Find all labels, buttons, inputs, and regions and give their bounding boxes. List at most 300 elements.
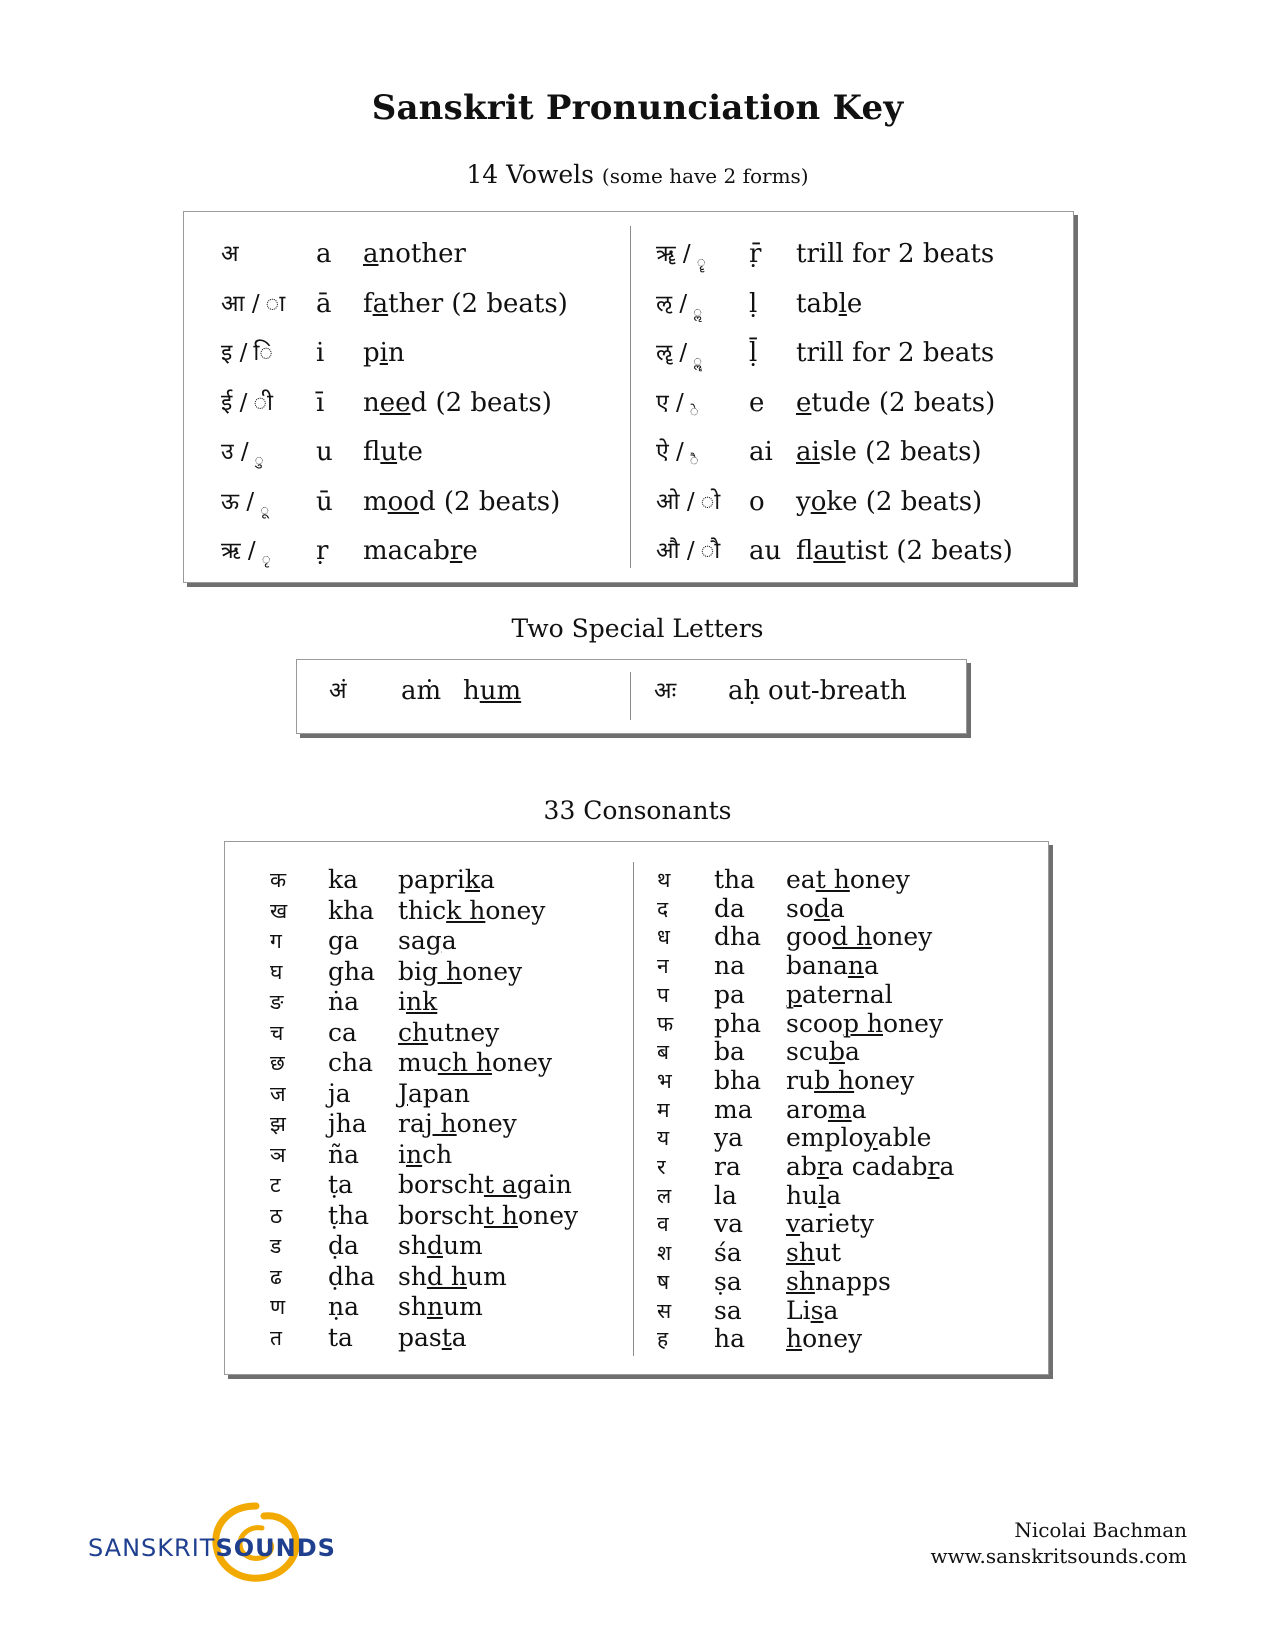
example-text: scu [786, 1037, 829, 1067]
example-underlined-sound: t h [815, 865, 850, 894]
example-underlined-sound: r [816, 1152, 829, 1181]
devanagari-letter [657, 894, 668, 924]
devanagari-text: ञ [270, 1142, 286, 1167]
example-text: hu [786, 1180, 819, 1210]
transliteration [749, 333, 757, 373]
devanagari-letter [657, 1066, 672, 1096]
devanagari-letter [657, 1123, 669, 1153]
example-text: oney [883, 1008, 944, 1038]
transliteration-text: ṭha [328, 1200, 370, 1230]
transliteration-text: ḹ [749, 338, 758, 368]
transliteration [714, 1324, 745, 1354]
example-word [786, 1296, 838, 1326]
example-underlined-sound: m [827, 1094, 852, 1124]
devanagari-letter [657, 980, 669, 1010]
transliteration [401, 671, 441, 711]
transliteration [714, 951, 745, 981]
transliteration-text: a [316, 239, 332, 269]
example-word [786, 1324, 862, 1354]
example-text: um [467, 1261, 507, 1291]
transliteration-text: ṣa [714, 1266, 742, 1296]
transliteration [714, 1209, 743, 1239]
example-text: ch [422, 1139, 453, 1169]
devanagari-letter [657, 1152, 666, 1182]
devanagari-letter [270, 1048, 285, 1078]
transliteration [714, 1152, 741, 1182]
example-text: so [786, 893, 814, 923]
example-word [363, 531, 478, 571]
transliteration [714, 865, 755, 895]
devanagari-text: झ [270, 1112, 286, 1136]
vowel-sign: ै [689, 451, 699, 469]
example-word [786, 1181, 841, 1211]
example-underlined-sound: j h [424, 1109, 457, 1138]
transliteration-text: ḍa [328, 1231, 359, 1260]
example-word [398, 1231, 483, 1261]
devanagari-text: त [270, 1325, 282, 1350]
example-word [768, 671, 907, 711]
example-text: a [939, 1152, 955, 1181]
devanagari-text: ग [270, 929, 282, 953]
example-underlined-sound: J [398, 1078, 409, 1108]
transliteration [328, 1231, 359, 1261]
transliteration-text: gha [328, 956, 376, 986]
devanagari-letter [270, 987, 283, 1017]
transliteration-text: sa [714, 1295, 742, 1325]
example-text: gain [516, 1170, 572, 1199]
example-underlined-sound: n [406, 1139, 423, 1169]
devanagari-text: ऋ / [221, 538, 256, 564]
website-link[interactable]: www.sanskritsounds.com [930, 1544, 1187, 1568]
transliteration [714, 1181, 737, 1211]
devanagari-text: इ / ि [221, 340, 273, 366]
transliteration [328, 957, 375, 987]
example-text: ab [786, 1152, 817, 1181]
example-text: ea [786, 865, 816, 894]
transliteration-text: ṛ [316, 536, 329, 566]
transliteration-text: u [316, 437, 333, 467]
devanagari-text: छ [270, 1051, 285, 1075]
transliteration [714, 1066, 761, 1096]
example-text: tude (2 beats) [811, 387, 996, 418]
devanagari-text: ङ [270, 990, 284, 1014]
example-word [796, 234, 994, 274]
example-text: te [397, 437, 423, 467]
transliteration [714, 1238, 742, 1268]
example-text: oney [456, 1109, 517, 1138]
vowels-heading [0, 160, 1275, 189]
transliteration-text: na [714, 951, 746, 981]
devanagari-text: ल [657, 1183, 672, 1208]
devanagari-text: स [657, 1298, 672, 1323]
example-text: apan [408, 1078, 470, 1108]
transliteration-text: ṝ [749, 239, 762, 269]
transliteration-text: ka [328, 865, 359, 894]
transliteration-text: aḥ [728, 676, 761, 706]
transliteration-text: ha [714, 1324, 746, 1354]
devanagari-text: अं [329, 678, 347, 704]
devanagari-letter [221, 284, 285, 324]
example-text: tab [796, 288, 839, 319]
example-word [786, 980, 893, 1010]
example-text: trill for 2 beats [796, 338, 995, 368]
special-heading: Two Special Letters [511, 614, 764, 643]
example-text: ra [398, 1109, 425, 1138]
devanagari-text: च [270, 1020, 284, 1045]
transliteration [316, 234, 332, 274]
devanagari-text: श [657, 1241, 672, 1266]
transliteration [714, 1095, 753, 1125]
transliteration-text: ḍha [328, 1261, 376, 1291]
devanagari-text: न [657, 954, 669, 979]
transliteration-text: ya [714, 1123, 744, 1153]
example-text: n [363, 387, 380, 418]
example-text: a [864, 951, 879, 981]
vowel-sign: े [689, 401, 699, 420]
example-underlined-sound: p [786, 979, 803, 1009]
transliteration-text: ṅa [328, 987, 360, 1016]
devanagari-letter [270, 1140, 286, 1170]
devanagari-letter [221, 234, 239, 274]
devanagari-letter [657, 1267, 669, 1297]
transliteration [728, 671, 760, 711]
devanagari-text: प [657, 982, 669, 1007]
example-underlined-sound: a [363, 239, 379, 269]
devanagari-text: ढ [270, 1264, 282, 1289]
devanagari-letter [329, 671, 347, 711]
example-word [796, 531, 1013, 571]
devanagari-letter [657, 1296, 671, 1326]
example-text: y [796, 486, 811, 517]
example-word [786, 1009, 943, 1039]
example-underlined-sound: b h [814, 1065, 855, 1095]
transliteration-text: ba [714, 1037, 745, 1067]
devanagari-text: ष [657, 1269, 670, 1294]
example-word [398, 926, 457, 956]
example-underlined-sound: r [449, 536, 463, 566]
transliteration-text: ū [316, 486, 333, 517]
example-word [363, 333, 405, 373]
example-text: fl [363, 437, 381, 467]
example-word [786, 1095, 867, 1125]
example-underlined-sound: au [813, 536, 846, 566]
example-text: borsch [398, 1170, 484, 1199]
example-text: d (2 beats) [418, 486, 561, 517]
devanagari-letter [656, 482, 720, 522]
devanagari-text: ध [657, 925, 670, 950]
example-underlined-sound: k [464, 865, 481, 894]
devanagari-letter [656, 432, 699, 474]
transliteration [328, 1262, 375, 1292]
devanagari-text: ई / ी [221, 389, 273, 416]
example-word [786, 922, 932, 952]
example-text: a [441, 926, 457, 955]
example-word [398, 1323, 467, 1353]
transliteration-text: i [316, 338, 325, 368]
example-word [363, 383, 552, 423]
example-word [363, 482, 560, 522]
example-text: e [462, 536, 478, 566]
devanagari-letter [270, 926, 282, 956]
devanagari-letter [221, 333, 273, 373]
example-underlined-sound: u [380, 437, 398, 467]
example-text: trill for 2 beats [796, 239, 995, 269]
example-word [398, 1140, 452, 1170]
devanagari-letter [270, 1079, 286, 1109]
author-name: Nicolai Bachman [1014, 1518, 1187, 1542]
transliteration-text: pha [714, 1008, 762, 1038]
example-text: n [387, 338, 405, 368]
consonants-box [224, 841, 1049, 1375]
vowels-heading-text: 14 Vowels [466, 160, 594, 189]
example-word [398, 1201, 578, 1231]
example-word [786, 1037, 860, 1067]
example-text: Li [786, 1295, 811, 1325]
devanagari-text: ठ [270, 1203, 283, 1228]
vowels-heading-note: (some have 2 forms) [601, 164, 809, 188]
example-text: ut [814, 1238, 842, 1268]
transliteration [749, 432, 773, 472]
example-underlined-sound: l [838, 288, 847, 319]
sanskrit-sounds-logo [88, 1500, 348, 1590]
transliteration [316, 482, 333, 522]
example-text: f [363, 288, 373, 319]
devanagari-letter [221, 383, 273, 423]
special-box [296, 659, 967, 734]
example-word [796, 284, 862, 324]
transliteration-text: cha [328, 1048, 374, 1077]
transliteration [328, 1140, 359, 1170]
example-text: sh [398, 1231, 427, 1260]
example-text: goo [786, 922, 833, 952]
transliteration-text: o [749, 486, 765, 517]
devanagari-letter [657, 865, 670, 895]
example-word [398, 1109, 517, 1139]
example-word [786, 1152, 954, 1182]
devanagari-text: ख [270, 898, 288, 923]
transliteration [714, 1296, 742, 1326]
devanagari-text: अ [221, 241, 239, 267]
transliteration-text: ai [749, 437, 773, 467]
example-text: aternal [802, 979, 893, 1009]
transliteration [316, 383, 324, 423]
example-text: h [463, 676, 480, 706]
example-underlined-sound: k h [446, 895, 486, 925]
example-underlined-sound: b [828, 1037, 845, 1067]
example-word [363, 284, 568, 324]
transliteration-text: ja [328, 1078, 351, 1108]
example-text: oney [462, 956, 523, 986]
example-text: i [398, 987, 406, 1016]
devanagari-text: फ [657, 1011, 674, 1036]
example-text: oney [491, 1048, 553, 1077]
logo-text [88, 1534, 336, 1562]
devanagari-letter [270, 1018, 283, 1048]
devanagari-text: थ [657, 868, 671, 892]
transliteration-text: aṁ [401, 676, 442, 706]
transliteration [714, 894, 745, 924]
example-word [786, 1209, 874, 1239]
example-text: ther (2 beats) [388, 288, 568, 319]
devanagari-text: य [657, 1126, 670, 1151]
devanagari-text: ॠ / [656, 241, 691, 267]
devanagari-text: ड [270, 1234, 282, 1258]
devanagari-letter [657, 1037, 669, 1067]
example-text: e [846, 288, 863, 319]
example-text: mu [398, 1048, 438, 1077]
devanagari-letter [221, 531, 271, 573]
example-text: a [451, 1322, 467, 1352]
example-word [398, 1048, 552, 1078]
example-word [786, 865, 910, 895]
vowel-sign: ू [260, 500, 270, 519]
transliteration-text: la [714, 1180, 737, 1210]
devanagari-text: म [657, 1097, 670, 1122]
example-text: ru [786, 1065, 815, 1095]
example-word [786, 951, 879, 981]
transliteration-text: ḷ [749, 288, 758, 319]
transliteration [328, 1170, 353, 1200]
transliteration-text: ta [328, 1322, 353, 1352]
example-word [363, 432, 423, 472]
example-underlined-sound: h [786, 1324, 803, 1354]
example-underlined-sound: um [479, 676, 522, 706]
example-underlined-sound: ee [379, 387, 411, 418]
transliteration-text: ra [714, 1152, 741, 1181]
transliteration [316, 284, 332, 324]
example-word [398, 1292, 483, 1322]
example-text: papri [398, 865, 465, 894]
example-word [796, 383, 995, 423]
example-text: um [442, 1231, 483, 1260]
transliteration-text: pa [714, 979, 745, 1009]
transliteration [749, 383, 764, 423]
example-text: oney [849, 865, 910, 894]
devanagari-text: ह [657, 1327, 669, 1352]
transliteration-text: ña [328, 1139, 360, 1169]
example-underlined-sound: i [379, 338, 388, 368]
example-text: sle (2 beats) [819, 437, 982, 467]
example-underlined-sound: nk [406, 987, 438, 1016]
example-text: um [443, 1292, 483, 1321]
transliteration [749, 234, 761, 274]
example-text: m [363, 486, 388, 517]
devanagari-letter [656, 383, 699, 425]
example-word [463, 671, 521, 711]
transliteration [328, 1048, 373, 1078]
example-underlined-sound: t a [483, 1170, 517, 1199]
transliteration [316, 333, 324, 373]
example-text: i [398, 1139, 406, 1169]
devanagari-letter [270, 1292, 285, 1322]
devanagari-text: ऌ / [656, 290, 688, 317]
transliteration [714, 1267, 742, 1297]
example-text: a [844, 1037, 860, 1067]
example-underlined-sound: d h [832, 922, 873, 952]
devanagari-letter [656, 333, 702, 375]
transliteration-text: jha [328, 1109, 367, 1138]
vowel-sign: ॄ [696, 253, 706, 271]
transliteration-text: va [714, 1209, 744, 1239]
example-underlined-sound: g h [422, 956, 463, 986]
example-word [398, 896, 545, 926]
transliteration [328, 896, 374, 926]
page-title: Sanskrit Pronunciation Key [371, 88, 904, 128]
vowels-divider [630, 226, 631, 568]
devanagari-text: उ / [221, 439, 249, 465]
example-text: borsch [398, 1200, 484, 1230]
example-word [786, 1267, 891, 1297]
transliteration-text: au [749, 536, 782, 566]
transliteration [749, 284, 757, 324]
example-underlined-sound: t [441, 1322, 452, 1352]
special-divider [630, 672, 631, 720]
devanagari-letter [657, 1009, 673, 1039]
example-underlined-sound: n [847, 951, 865, 981]
example-text: a [480, 865, 495, 894]
example-underlined-sound: o [810, 486, 827, 517]
example-word [796, 432, 982, 472]
transliteration-text: tha [714, 865, 756, 894]
example-underlined-sound: n [426, 1292, 444, 1321]
devanagari-text: ऐ / [656, 439, 684, 465]
example-underlined-sound: ch [398, 1017, 429, 1047]
devanagari-text: द [657, 896, 669, 921]
transliteration-text: e [749, 387, 765, 418]
devanagari-text: क [270, 868, 287, 892]
transliteration-text: kha [328, 895, 375, 925]
transliteration [328, 987, 359, 1017]
devanagari-letter [221, 482, 269, 524]
devanagari-text: ओ / ो [656, 488, 721, 515]
example-text: bi [398, 956, 422, 986]
transliteration [714, 922, 761, 952]
example-text: aro [786, 1094, 828, 1124]
transliteration-text: ma [714, 1094, 753, 1124]
example-underlined-sound: d [813, 893, 830, 923]
example-word [398, 1018, 499, 1048]
example-underlined-sound: d [426, 1231, 443, 1260]
transliteration [328, 1079, 351, 1109]
example-underlined-sound: ai [796, 437, 820, 467]
example-text: bana [786, 951, 848, 981]
example-text: oney [518, 1200, 579, 1230]
devanagari-letter [270, 957, 282, 987]
example-underlined-sound: sh [786, 1238, 815, 1268]
example-underlined-sound: y [863, 1123, 878, 1153]
transliteration-text: śa [714, 1238, 742, 1268]
transliteration [328, 865, 358, 895]
example-word [398, 1262, 507, 1292]
devanagari-text: ब [657, 1040, 669, 1065]
devanagari-letter [270, 1170, 281, 1200]
transliteration-text: da [714, 893, 745, 923]
transliteration [328, 1323, 353, 1353]
example-underlined-sound: sh [786, 1266, 815, 1296]
transliteration-text: ca [328, 1017, 357, 1047]
consonants-heading: 33 Consonants [543, 796, 732, 825]
example-text: tist (2 beats) [845, 536, 1013, 566]
example-text: d (2 beats) [410, 387, 552, 418]
example-text: macab [363, 536, 450, 566]
example-text: oney [854, 1065, 915, 1095]
example-word [363, 234, 466, 274]
devanagari-text: ज [270, 1081, 286, 1106]
example-text: a [851, 1094, 867, 1124]
example-text: a cadab [828, 1152, 928, 1181]
example-word [796, 333, 994, 373]
example-text: emplo [786, 1123, 864, 1153]
